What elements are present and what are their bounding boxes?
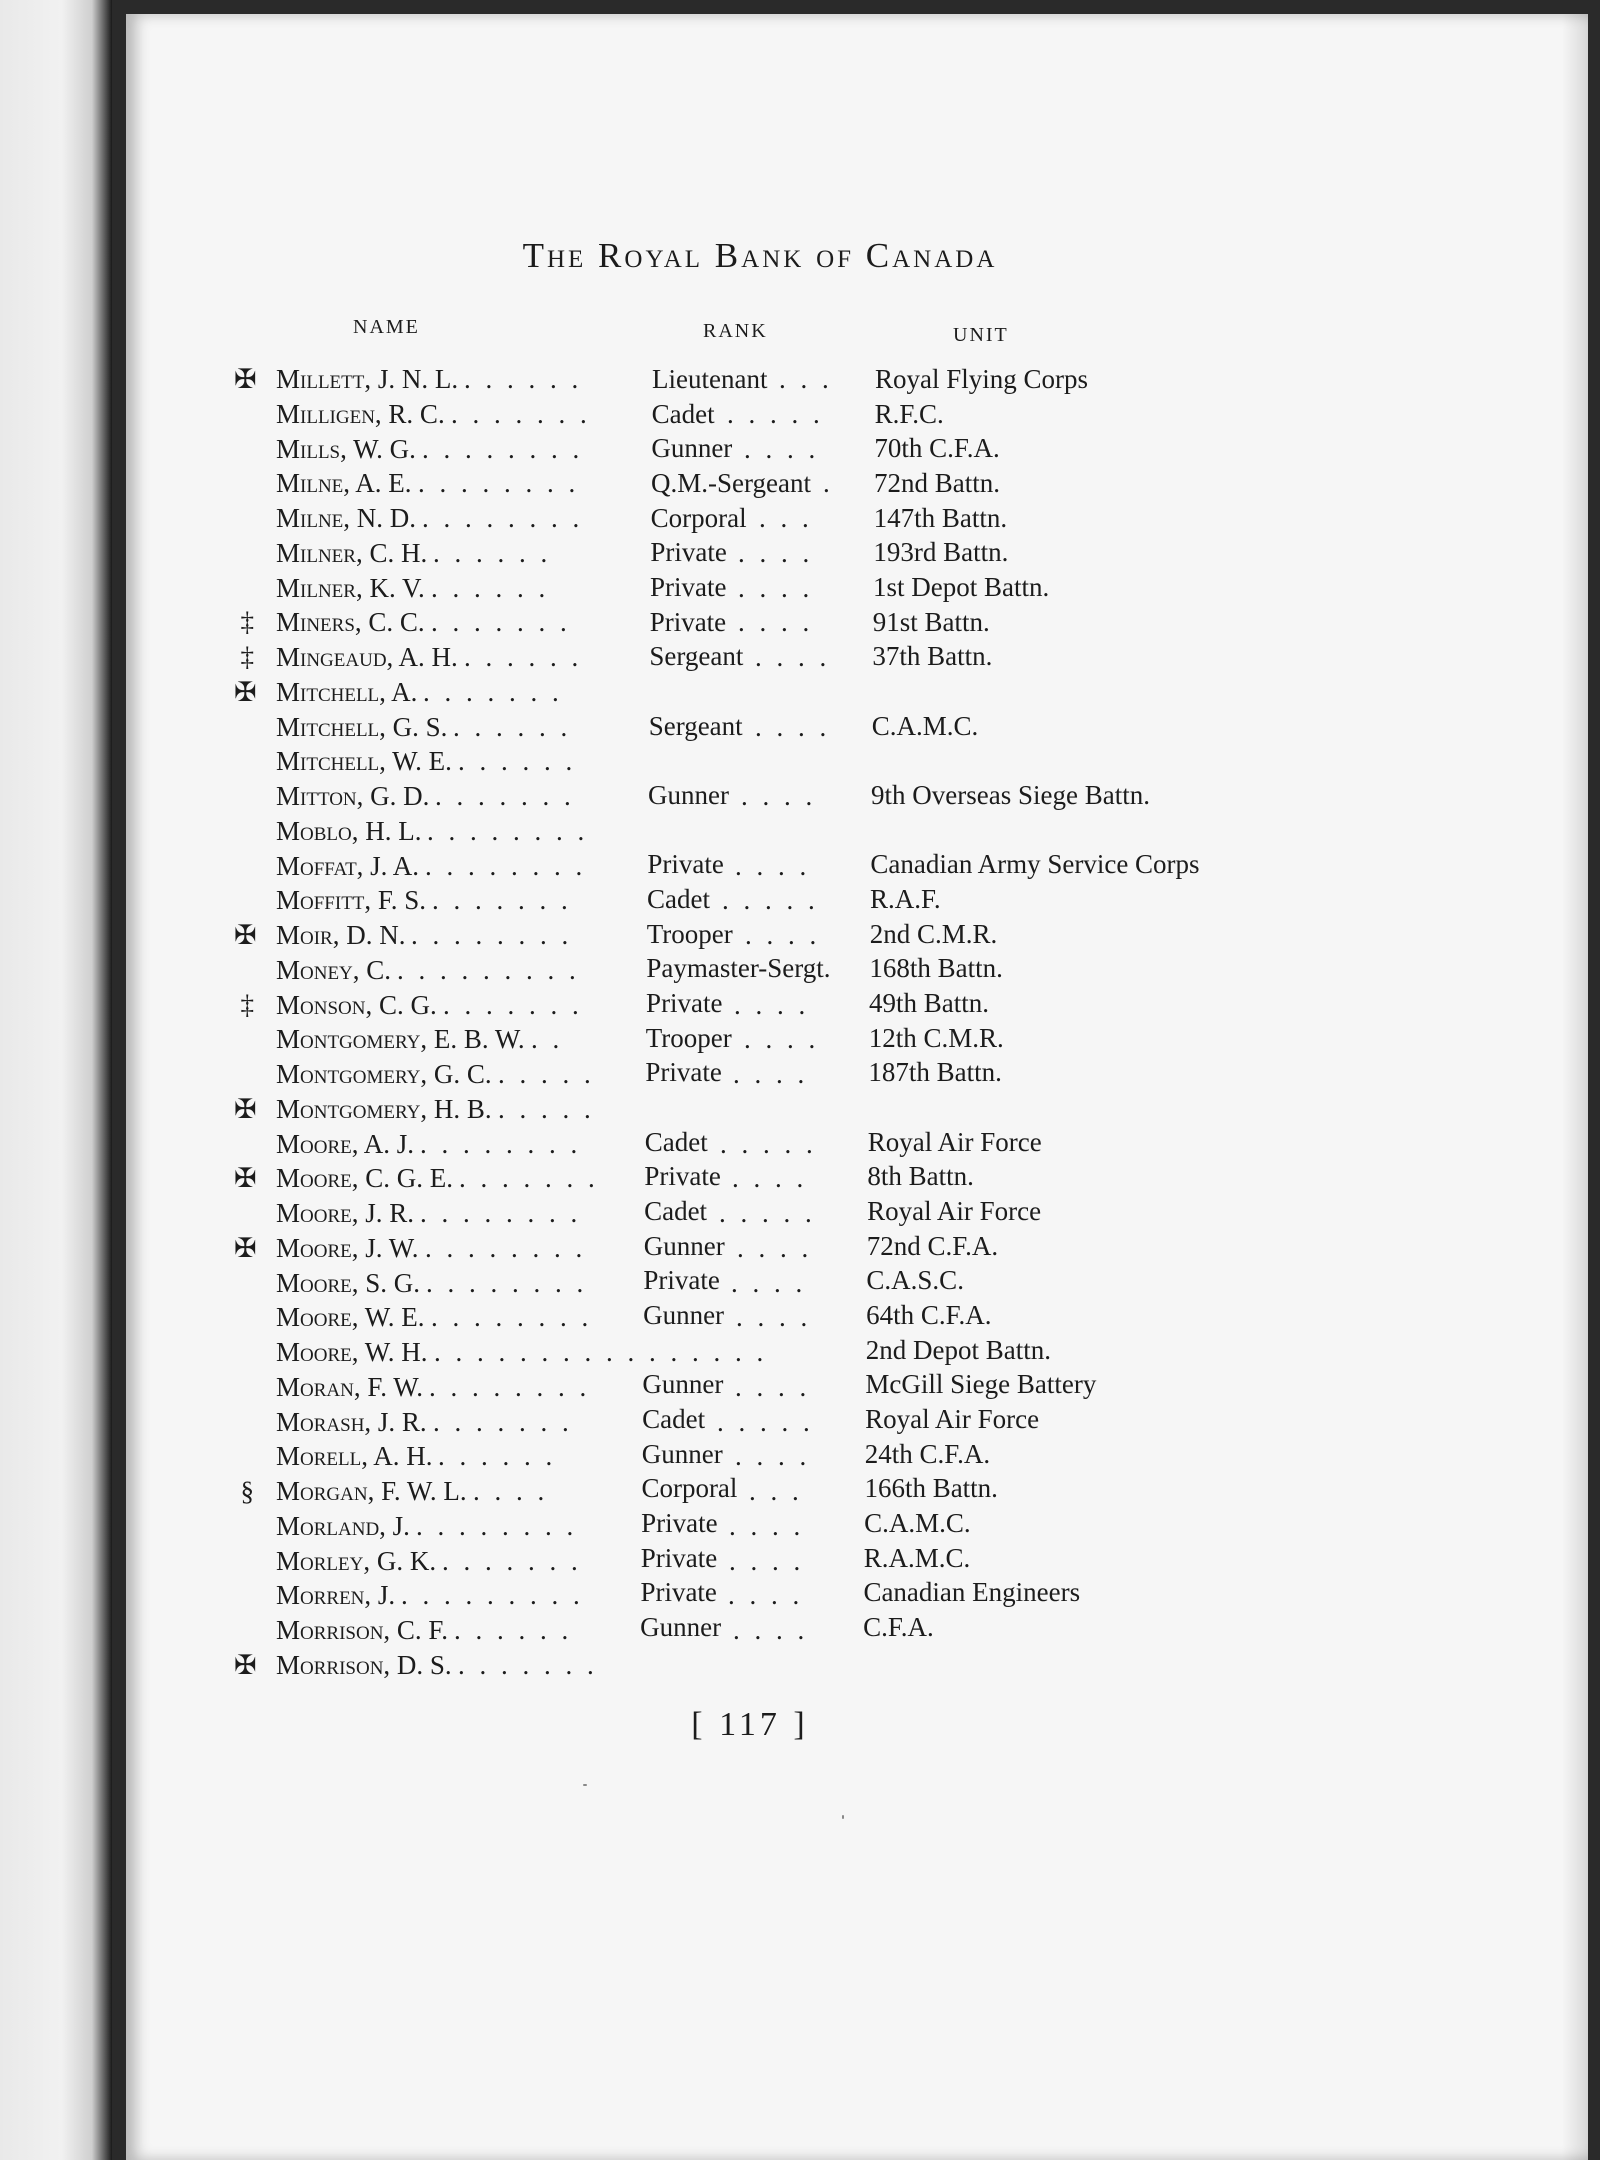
leader-dots: . . . . . . . . [416,1510,578,1541]
entry-row [0,1474,1100,1508]
entry-unit: Royal Air Force [867,1196,1042,1227]
entry-unit: 49th Battn. [869,988,990,1019]
entry-rank: Trooper [645,1022,732,1053]
entry-mark: ‡ [240,607,254,638]
entry-name: Morash, J. R. [276,1406,427,1437]
entry-rank: Private [641,1508,718,1539]
entry-mark: ✠ [234,1649,257,1680]
entry-rank: Private [644,1161,721,1192]
entry-row [0,501,1100,535]
entry-rank: Cadet [642,1404,706,1435]
entry-rank: Gunner [643,1300,725,1331]
page-number: [ 117 ] [691,1706,809,1743]
leader-dots: . . . . . . [454,1615,573,1645]
entry-rank: Cadet [644,1126,708,1157]
entry-name: Morland, J. [276,1510,410,1541]
entry-rank: Private [650,572,727,603]
entry-unit: 8th Battn. [867,1161,974,1192]
entry-row [0,1370,1100,1404]
entry-row [0,1648,1100,1682]
entry-rank: Private [645,1057,722,1088]
entry-name: Moore, J. W. [276,1232,419,1263]
entry-unit: 2nd Depot Battn. [865,1334,1051,1365]
entry-row [0,1161,1100,1195]
entry-name: Mitchell, A. [276,676,418,707]
leader-dots: . . . . [732,1163,808,1194]
entry-unit: C.A.M.C. [864,1508,971,1539]
leader-dots: . . . . . . . . [425,1232,587,1263]
leader-dots: . . . . [738,607,814,638]
entry-row [0,1057,1100,1091]
entry-unit: C.A.S.C. [866,1265,964,1296]
entry-row [0,1196,1100,1230]
entry-rank: Gunner [640,1612,722,1643]
entry-unit: 37th Battn. [872,641,993,672]
entry-rank: Sergeant [648,710,743,741]
entry-unit: C.F.A. [863,1612,934,1643]
entry-name: Mills, W. G. [276,433,416,464]
leader-dots: . . . . . . . . [426,1267,588,1298]
entry-unit: 187th Battn. [868,1057,1002,1088]
leader-dots: . . . . [745,920,821,950]
entry-row [0,1405,1100,1439]
entry-row [0,1335,1100,1369]
leader-dots: . . . . [738,537,814,568]
leader-dots: . . . . . . . [442,1545,582,1576]
leader-dots: . . . . . [720,1128,817,1159]
entry-name: Morrison, C. F. [276,1615,449,1645]
entry-unit: 166th Battn. [864,1473,998,1504]
entry-row [0,953,1100,987]
entry-rank: Trooper [646,918,733,949]
entry-row [0,640,1100,674]
entry-unit: 64th C.F.A. [866,1300,992,1331]
entry-row [0,362,1100,396]
entry-name: Moore, A. J. [276,1128,414,1159]
leader-dots: . . . . . . [464,364,583,394]
leader-dots: . . . . . . . . [422,503,584,533]
entry-name: Moore, C. G. E. [276,1163,453,1194]
entry-mark: ✠ [234,364,257,394]
leader-dots: . . . . . [498,1059,595,1089]
leader-dots: . . . . . [722,885,819,916]
leader-dots: . . . . . . . [433,1406,573,1437]
entry-name: Morren, J. [276,1580,396,1611]
entry-unit: 24th C.F.A. [864,1438,991,1469]
entry-unit: 168th Battn. [869,953,1003,984]
entry-row [0,849,1200,883]
entry-unit: 2nd C.M.R. [869,918,998,949]
leader-dots: . . . . . [498,1093,595,1124]
entry-unit: Royal Air Force [865,1404,1040,1435]
leader-dots: . . . . . . . . [429,1371,591,1402]
leader-dots: . . . . [738,572,814,603]
entry-name: Moore, J. R. [276,1198,414,1228]
entry-rank: Private [647,849,724,880]
entry-name: Morell, A. H. [276,1441,433,1472]
entry-mark: ‡ [240,642,254,672]
entry-unit: R.A.M.C. [863,1542,971,1573]
leader-dots: . . [531,1024,564,1055]
leader-dots: . [823,468,834,499]
entry-name: Morrison, D. S. [276,1649,452,1680]
leader-dots: . . . . . . . [423,676,563,707]
entry-name: Monson, C. G. [276,989,437,1020]
entry-rank: Private [649,606,727,637]
entry-unit: 193rd Battn. [873,537,1009,568]
entry-row [0,1439,1100,1473]
entry-row [0,1509,1100,1543]
entry-unit: Royal Air Force [867,1126,1042,1157]
entry-rank: Private [640,1542,718,1573]
leader-dots: . . . . . . [438,1441,557,1472]
leader-dots: . . . . . . . [431,607,571,638]
entry-name: Moblo, H. L. [276,815,422,846]
entry-row [0,1231,1100,1265]
entry-rank: Lieutenant [652,364,768,394]
leader-dots: . . . . [755,711,831,742]
column-header-unit: UNIT [953,324,1009,346]
entry-name: Miners, C. C. [276,607,425,638]
leader-dots: . . . . . . . . [418,468,580,499]
leader-dots: . . . . . . . . [431,1302,593,1333]
entry-unit: Canadian Army Service Corps [870,849,1200,880]
entry-row [0,466,1100,500]
entry-unit: R.A.F. [870,884,941,915]
entry-name: Moore, W. E. [276,1302,425,1333]
entry-rank: Private [640,1577,717,1608]
leader-dots: . . . . [729,1510,805,1541]
entry-name: Moffitt, F. S. [276,885,427,916]
entry-name: Montgomery, G. C. [276,1059,492,1089]
leader-dots: . . . . . [717,1406,814,1437]
entry-row [0,675,1100,709]
entry-rank: Corporal [641,1473,738,1504]
leader-dots: . . . . [736,1302,812,1333]
entry-name: Moore, W. H. [276,1337,428,1367]
leader-dots: . . . . . . . [435,781,575,811]
entry-rank: Private [650,537,727,568]
leader-dots: . . . . . . . . [425,850,587,881]
leader-dots: . . . . . . . [458,1649,598,1680]
leader-dots: . . . . [729,1545,805,1576]
entry-name: Montgomery, H. B. [276,1093,492,1124]
entry-name: Moffat, J. A. [276,850,419,881]
leader-dots: . . . . [728,1580,804,1611]
entry-mark: ‡ [240,989,254,1020]
entry-mark: ✠ [234,920,257,950]
entry-row [0,536,1100,570]
entry-name: Milne, N. D. [276,503,417,533]
entry-row [0,1092,1100,1126]
entry-unit: Royal Flying Corps [875,364,1089,394]
entry-rank: Gunner [643,1230,725,1261]
entry-name: Mitchell, G. S. [276,711,448,742]
entry-rank: Q.M.-Sergeant [651,468,811,499]
entry-rank: Sergeant [649,641,744,672]
leader-dots: . . . . . . [453,711,572,742]
entry-mark: ✠ [234,1093,257,1124]
leader-dots: . . . . [473,1476,549,1506]
entry-row [0,397,1100,431]
entry-rank: Cadet [644,1196,708,1227]
entry-name: Moran, F. W. [276,1371,423,1402]
entry-mark: ✠ [234,1163,257,1194]
leader-dots: . . . . . . . [443,989,583,1020]
entry-row [0,1127,1100,1161]
entry-rank: Private [646,988,723,1019]
leader-dots: . . . [779,364,833,394]
leader-dots: . . . . . . . . [427,815,589,846]
leader-dots: . . . . . . . . [420,1198,582,1228]
entry-name: Mitton, G. D. [276,781,430,811]
entry-row [0,432,1100,466]
entry-name: Montgomery, E. B. W. [276,1024,525,1055]
leader-dots: . . . . . . [458,746,577,777]
entry-row [0,918,1100,952]
entry-row [0,1266,1100,1300]
leader-dots: . . . . . . [464,642,583,672]
entry-unit: 70th C.F.A. [874,433,1000,464]
entry-rank: Gunner [648,780,730,811]
leader-dots: . . . . . [727,398,824,429]
entry-rank: Cadet [647,884,711,915]
leader-dots: . . . . . . . [451,398,591,429]
entry-name: Millett, J. N. L. [276,364,459,394]
entry-row [0,571,1100,605]
entry-unit: 147th Battn. [873,502,1008,533]
entry-unit: 9th Overseas Siege Battn. [871,780,1150,811]
leader-dots: . . . . . . [431,572,550,603]
column-header-rank: RANK [703,320,768,342]
entry-rank: Private [643,1265,720,1296]
entry-row [0,779,1150,813]
leader-dots: . . . . . . . . [420,1128,582,1159]
entry-name: Milner, C. H. [276,537,428,568]
leader-dots: . . . . [734,989,810,1020]
entry-unit: 72nd C.F.A. [866,1230,999,1261]
entry-row [0,744,1100,778]
column-header-name: NAME [353,316,420,338]
entry-rank: Gunner [642,1369,724,1400]
leader-dots: . . . . [735,1441,811,1472]
entry-row [0,1613,1100,1647]
leader-dots: . . . [759,503,813,533]
leader-dots: . . . . [744,433,820,464]
leader-dots: . . . . [755,642,831,672]
entry-row [0,710,1100,744]
entry-rank: Gunner [641,1438,723,1469]
entry-row [0,883,1100,917]
entry-unit: McGill Siege Battery [865,1369,1097,1400]
entry-mark: ✠ [234,1232,257,1263]
entry-name: Money, C. [276,954,392,985]
entry-mark: § [240,1476,254,1506]
entry-name: Moir, D. N. [276,920,406,950]
entry-name: Milne, A. E. [276,468,412,499]
leader-dots: . . . . . . . . . [397,954,580,985]
leader-dots: . . . . [744,1024,820,1055]
leader-dots: . . . . [741,781,817,811]
entry-name: Morgan, F. W. L. [276,1476,467,1506]
leader-dots: . . . . . . . . . . . . . . . . [434,1337,768,1367]
entry-row [0,1544,1100,1578]
entry-unit: 72nd Battn. [874,468,1000,499]
entry-row [0,814,1100,848]
leader-dots: . . . . . . . . . [401,1580,584,1611]
entry-row [0,1300,1100,1334]
entry-row [0,988,1100,1022]
leader-dots: . . . . [735,850,811,881]
leader-dots: . . . . . . . [432,885,572,916]
leader-dots: . . . . [733,1615,809,1645]
entry-name: Milligen, R. C. [276,398,445,429]
leader-dots: . . . . . . . . [411,920,573,950]
entry-unit: R.F.C. [874,398,944,429]
paper-speck [583,1784,587,1786]
leader-dots: . . . [749,1476,803,1506]
leader-dots: . . . . . . . . [422,433,584,464]
entry-unit: 91st Battn. [872,606,990,637]
entry-unit: C.A.M.C. [871,710,979,741]
entry-rank: Paymaster-Sergt. [646,953,831,984]
leader-dots: . . . . . . [433,537,552,568]
leader-dots: . . . . [737,1232,813,1263]
entry-name: Moore, S. G. [276,1267,420,1298]
entry-rank: Gunner [651,433,733,464]
entry-unit: 1st Depot Battn. [873,572,1050,603]
entry-name: Morley, G. K. [276,1545,437,1576]
paper-speck [842,1815,844,1819]
entry-row [0,1022,1100,1056]
leader-dots: . . . . [735,1371,811,1402]
entry-rank: Cadet [651,398,715,429]
entry-name: Milner, K. V. [276,572,425,603]
entry-name: Mitchell, W. E. [276,746,452,777]
entry-mark: ✠ [234,676,257,707]
leader-dots: . . . . [733,1059,809,1089]
leader-dots: . . . . . . . [459,1163,599,1194]
entry-row [0,605,1100,639]
entry-unit: Canadian Engineers [863,1577,1081,1608]
entry-unit: 12th C.M.R. [868,1022,1004,1053]
entry-name: Mingeaud, A. H. [276,642,458,672]
entry-row [0,1578,1100,1612]
entry-rank: Corporal [650,502,747,533]
leader-dots: . . . . [731,1267,807,1298]
running-head: The Royal Bank of Canada [522,236,998,275]
page-edge-shadow [1562,14,1588,2160]
leader-dots: . . . . . [719,1198,816,1228]
